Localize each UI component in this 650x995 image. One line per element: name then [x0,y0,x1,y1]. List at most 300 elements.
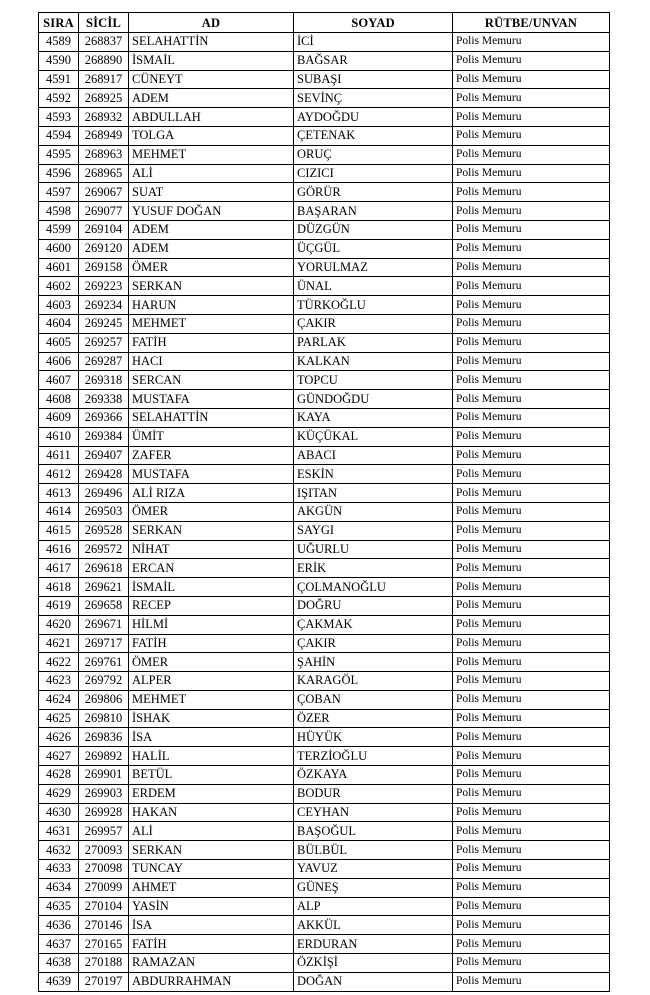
table-row [39,108,610,127]
table-row [39,860,610,879]
cell-soyad: GÖRÜR [294,183,453,202]
cell-soyad: ÖZER [294,709,453,728]
cell-soyad: AKKÜL [294,916,453,935]
cell-sira: 4617 [39,559,79,578]
table-row [39,465,610,484]
table-row [39,484,610,503]
cell-sicil: 269496 [79,484,129,503]
table-row [39,333,610,352]
table-row [39,427,610,446]
table-row [39,314,610,333]
cell-rutbe: Polis Memuru [453,784,610,803]
cell-sira: 4630 [39,803,79,822]
cell-sicil: 269366 [79,408,129,427]
table-row [39,653,610,672]
table-row [39,521,610,540]
cell-soyad: HÜYÜK [294,728,453,747]
cell-soyad: DOĞRU [294,596,453,615]
column-header-soyad: SOYAD [294,13,453,33]
table-row [39,33,610,52]
cell-sicil: 268925 [79,89,129,108]
cell-sira: 4619 [39,596,79,615]
cell-rutbe: Polis Memuru [453,878,610,897]
column-header-rutbe: RÜTBE/UNVAN [453,13,610,33]
cell-soyad: ALP [294,897,453,916]
cell-ad: AHMET [129,878,294,897]
cell-rutbe: Polis Memuru [453,333,610,352]
cell-sicil: 268963 [79,145,129,164]
cell-sira: 4605 [39,333,79,352]
cell-sira: 4631 [39,822,79,841]
cell-ad: SERKAN [129,521,294,540]
cell-sicil: 269503 [79,502,129,521]
cell-sira: 4629 [39,784,79,803]
cell-rutbe: Polis Memuru [453,371,610,390]
cell-soyad: KÜÇÜKAL [294,427,453,446]
table-body [39,33,610,992]
cell-rutbe: Polis Memuru [453,634,610,653]
cell-rutbe: Polis Memuru [453,578,610,597]
cell-ad: İSMAİL [129,51,294,70]
cell-sicil: 269671 [79,615,129,634]
cell-soyad: ÜNAL [294,277,453,296]
cell-soyad: PARLAK [294,333,453,352]
cell-sira: 4615 [39,521,79,540]
cell-sira: 4626 [39,728,79,747]
cell-sicil: 269901 [79,766,129,785]
cell-sira: 4593 [39,108,79,127]
cell-ad: ADEM [129,239,294,258]
cell-sira: 4589 [39,33,79,52]
cell-soyad: SAYGI [294,521,453,540]
cell-rutbe: Polis Memuru [453,521,610,540]
cell-sicil: 269287 [79,352,129,371]
cell-ad: ZAFER [129,446,294,465]
cell-ad: HİLMİ [129,615,294,634]
cell-soyad: IŞITAN [294,484,453,503]
cell-rutbe: Polis Memuru [453,277,610,296]
cell-rutbe: Polis Memuru [453,352,610,371]
cell-ad: YUSUF DOĞAN [129,202,294,221]
cell-sira: 4604 [39,314,79,333]
cell-sira: 4608 [39,390,79,409]
cell-soyad: BODUR [294,784,453,803]
cell-sicil: 269717 [79,634,129,653]
cell-soyad: YORULMAZ [294,258,453,277]
cell-ad: SERCAN [129,371,294,390]
cell-soyad: UĞURLU [294,540,453,559]
cell-rutbe: Polis Memuru [453,239,610,258]
cell-rutbe: Polis Memuru [453,202,610,221]
cell-ad: ÖMER [129,258,294,277]
table-row [39,615,610,634]
cell-sira: 4603 [39,296,79,315]
table-row [39,540,610,559]
table-row [39,972,610,991]
personnel-roster-table [38,12,610,992]
cell-ad: FATİH [129,634,294,653]
cell-rutbe: Polis Memuru [453,803,610,822]
table-row [39,766,610,785]
cell-sira: 4634 [39,878,79,897]
column-header-sicil: SİCİL [79,13,129,33]
cell-sicil: 270099 [79,878,129,897]
cell-sicil: 268837 [79,33,129,52]
cell-sira: 4611 [39,446,79,465]
table-row [39,51,610,70]
cell-sira: 4639 [39,972,79,991]
cell-sicil: 270188 [79,954,129,973]
document-page [38,12,609,992]
cell-soyad: BAŞARAN [294,202,453,221]
cell-ad: ABDULLAH [129,108,294,127]
cell-sira: 4618 [39,578,79,597]
cell-ad: MUSTAFA [129,390,294,409]
table-row [39,164,610,183]
cell-soyad: CIZICI [294,164,453,183]
cell-sira: 4621 [39,634,79,653]
cell-sicil: 269257 [79,333,129,352]
cell-soyad: ÜÇGÜL [294,239,453,258]
cell-soyad: ERİK [294,559,453,578]
cell-sira: 4595 [39,145,79,164]
cell-rutbe: Polis Memuru [453,484,610,503]
cell-soyad: SEVİNÇ [294,89,453,108]
cell-rutbe: Polis Memuru [453,446,610,465]
cell-ad: ÖMER [129,653,294,672]
cell-sira: 4610 [39,427,79,446]
cell-soyad: ÇOLMANOĞLU [294,578,453,597]
cell-rutbe: Polis Memuru [453,690,610,709]
cell-rutbe: Polis Memuru [453,559,610,578]
cell-soyad: GÜNDOĞDU [294,390,453,409]
cell-soyad: ESKİN [294,465,453,484]
cell-rutbe: Polis Memuru [453,502,610,521]
column-header-sira: SIRA [39,13,79,33]
cell-ad: SERKAN [129,841,294,860]
cell-soyad: ERDURAN [294,935,453,954]
cell-rutbe: Polis Memuru [453,653,610,672]
cell-rutbe: Polis Memuru [453,108,610,127]
cell-sira: 4622 [39,653,79,672]
cell-ad: RECEP [129,596,294,615]
cell-ad: HARUN [129,296,294,315]
cell-rutbe: Polis Memuru [453,860,610,879]
cell-rutbe: Polis Memuru [453,33,610,52]
cell-ad: SERKAN [129,277,294,296]
cell-soyad: KALKAN [294,352,453,371]
cell-ad: ALİ RIZA [129,484,294,503]
table-row [39,296,610,315]
cell-ad: ALPER [129,672,294,691]
cell-sicil: 268932 [79,108,129,127]
cell-soyad: DÜZGÜN [294,220,453,239]
cell-sira: 4591 [39,70,79,89]
table-row [39,916,610,935]
cell-soyad: TÜRKOĞLU [294,296,453,315]
cell-soyad: TERZİOĞLU [294,747,453,766]
cell-soyad: BÜLBÜL [294,841,453,860]
cell-ad: İSA [129,916,294,935]
table-row [39,145,610,164]
cell-sicil: 269234 [79,296,129,315]
table-header [39,13,610,33]
cell-ad: ALİ [129,822,294,841]
cell-sicil: 269761 [79,653,129,672]
table-row [39,352,610,371]
cell-sira: 4628 [39,766,79,785]
cell-sicil: 269338 [79,390,129,409]
cell-rutbe: Polis Memuru [453,709,610,728]
cell-soyad: SUBAŞI [294,70,453,89]
cell-sicil: 269077 [79,202,129,221]
cell-ad: SELAHATTİN [129,33,294,52]
cell-sira: 4596 [39,164,79,183]
cell-soyad: ÇAKIR [294,314,453,333]
table-row [39,747,610,766]
cell-sira: 4607 [39,371,79,390]
cell-sira: 4624 [39,690,79,709]
cell-ad: NİHAT [129,540,294,559]
cell-soyad: ÖZKAYA [294,766,453,785]
cell-sicil: 269245 [79,314,129,333]
table-header-row [39,13,610,33]
cell-sicil: 269407 [79,446,129,465]
cell-soyad: KARAGÖL [294,672,453,691]
cell-sira: 4594 [39,126,79,145]
table-row [39,70,610,89]
cell-sicil: 269806 [79,690,129,709]
table-row [39,371,610,390]
cell-rutbe: Polis Memuru [453,51,610,70]
cell-soyad: YAVUZ [294,860,453,879]
table-row [39,878,610,897]
cell-ad: MEHMET [129,690,294,709]
cell-sira: 4614 [39,502,79,521]
table-row [39,126,610,145]
table-row [39,690,610,709]
cell-rutbe: Polis Memuru [453,465,610,484]
cell-soyad: ÖZKİŞİ [294,954,453,973]
cell-rutbe: Polis Memuru [453,296,610,315]
cell-sicil: 268965 [79,164,129,183]
cell-rutbe: Polis Memuru [453,390,610,409]
table-row [39,954,610,973]
cell-sicil: 270093 [79,841,129,860]
cell-soyad: ORUÇ [294,145,453,164]
cell-sicil: 268917 [79,70,129,89]
cell-soyad: ÇETENAK [294,126,453,145]
table-row [39,183,610,202]
table-row [39,672,610,691]
cell-ad: ERCAN [129,559,294,578]
cell-soyad: AYDOĞDU [294,108,453,127]
cell-sira: 4599 [39,220,79,239]
cell-rutbe: Polis Memuru [453,427,610,446]
cell-rutbe: Polis Memuru [453,822,610,841]
cell-ad: TUNCAY [129,860,294,879]
cell-sira: 4625 [39,709,79,728]
cell-sira: 4592 [39,89,79,108]
cell-sira: 4637 [39,935,79,954]
cell-soyad: ABACI [294,446,453,465]
cell-sira: 4627 [39,747,79,766]
cell-sicil: 269903 [79,784,129,803]
cell-sicil: 269067 [79,183,129,202]
cell-ad: İSMAİL [129,578,294,597]
table-row [39,784,610,803]
cell-rutbe: Polis Memuru [453,126,610,145]
table-row [39,897,610,916]
table-row [39,822,610,841]
cell-rutbe: Polis Memuru [453,672,610,691]
table-row [39,596,610,615]
cell-sicil: 270104 [79,897,129,916]
cell-rutbe: Polis Memuru [453,220,610,239]
cell-sicil: 269928 [79,803,129,822]
cell-rutbe: Polis Memuru [453,897,610,916]
cell-ad: RAMAZAN [129,954,294,973]
cell-soyad: DOĞAN [294,972,453,991]
cell-ad: HACI [129,352,294,371]
cell-sira: 4598 [39,202,79,221]
cell-rutbe: Polis Memuru [453,183,610,202]
cell-sira: 4633 [39,860,79,879]
cell-sicil: 269158 [79,258,129,277]
cell-sira: 4636 [39,916,79,935]
cell-rutbe: Polis Memuru [453,728,610,747]
table-row [39,446,610,465]
cell-ad: TOLGA [129,126,294,145]
cell-sira: 4635 [39,897,79,916]
cell-ad: BETÜL [129,766,294,785]
cell-soyad: ÇAKIR [294,634,453,653]
cell-sicil: 269223 [79,277,129,296]
cell-sira: 4620 [39,615,79,634]
cell-ad: HAKAN [129,803,294,822]
cell-sicil: 269428 [79,465,129,484]
cell-sira: 4601 [39,258,79,277]
cell-sira: 4597 [39,183,79,202]
column-header-ad: AD [129,13,294,33]
table-row [39,935,610,954]
cell-ad: FATİH [129,935,294,954]
table-row [39,390,610,409]
cell-ad: SELAHATTİN [129,408,294,427]
cell-ad: ALİ [129,164,294,183]
cell-rutbe: Polis Memuru [453,841,610,860]
cell-sira: 4609 [39,408,79,427]
table-row [39,841,610,860]
cell-sicil: 269810 [79,709,129,728]
table-row [39,803,610,822]
table-row [39,709,610,728]
cell-sicil: 269618 [79,559,129,578]
cell-sicil: 269528 [79,521,129,540]
cell-sira: 4612 [39,465,79,484]
cell-rutbe: Polis Memuru [453,540,610,559]
table-row [39,89,610,108]
table-row [39,258,610,277]
cell-ad: ABDURRAHMAN [129,972,294,991]
cell-soyad: GÜNEŞ [294,878,453,897]
cell-rutbe: Polis Memuru [453,258,610,277]
cell-ad: İSA [129,728,294,747]
table-row [39,408,610,427]
cell-soyad: KAYA [294,408,453,427]
cell-soyad: TOPCU [294,371,453,390]
cell-sicil: 269621 [79,578,129,597]
cell-sicil: 269384 [79,427,129,446]
table-row [39,502,610,521]
table-row [39,578,610,597]
cell-ad: MUSTAFA [129,465,294,484]
cell-sicil: 269572 [79,540,129,559]
cell-sira: 4613 [39,484,79,503]
cell-soyad: BAŞOĞUL [294,822,453,841]
table-row [39,239,610,258]
cell-sicil: 269658 [79,596,129,615]
cell-soyad: ÇAKMAK [294,615,453,634]
cell-sicil: 269104 [79,220,129,239]
cell-ad: CÜNEYT [129,70,294,89]
cell-ad: FATİH [129,333,294,352]
cell-soyad: CEYHAN [294,803,453,822]
cell-soyad: AKGÜN [294,502,453,521]
cell-sicil: 270165 [79,935,129,954]
cell-sicil: 269318 [79,371,129,390]
cell-sicil: 270098 [79,860,129,879]
cell-soyad: ŞAHİN [294,653,453,672]
cell-rutbe: Polis Memuru [453,596,610,615]
cell-sira: 4606 [39,352,79,371]
table-row [39,277,610,296]
table-row [39,220,610,239]
cell-soyad: ÇOBAN [294,690,453,709]
cell-rutbe: Polis Memuru [453,89,610,108]
cell-rutbe: Polis Memuru [453,747,610,766]
cell-sicil: 270197 [79,972,129,991]
cell-sicil: 269957 [79,822,129,841]
cell-ad: ÜMİT [129,427,294,446]
cell-ad: MEHMET [129,314,294,333]
cell-sira: 4602 [39,277,79,296]
cell-rutbe: Polis Memuru [453,70,610,89]
cell-ad: MEHMET [129,145,294,164]
cell-sira: 4623 [39,672,79,691]
cell-rutbe: Polis Memuru [453,408,610,427]
cell-ad: HALİL [129,747,294,766]
cell-ad: SUAT [129,183,294,202]
cell-sicil: 268890 [79,51,129,70]
cell-sicil: 268949 [79,126,129,145]
cell-ad: İSHAK [129,709,294,728]
cell-rutbe: Polis Memuru [453,972,610,991]
cell-rutbe: Polis Memuru [453,916,610,935]
cell-rutbe: Polis Memuru [453,145,610,164]
cell-rutbe: Polis Memuru [453,314,610,333]
cell-rutbe: Polis Memuru [453,615,610,634]
cell-ad: ÖMER [129,502,294,521]
cell-sicil: 269120 [79,239,129,258]
cell-sira: 4638 [39,954,79,973]
cell-sira: 4590 [39,51,79,70]
cell-sira: 4632 [39,841,79,860]
table-row [39,634,610,653]
cell-sicil: 269792 [79,672,129,691]
cell-ad: ADEM [129,220,294,239]
table-row [39,202,610,221]
